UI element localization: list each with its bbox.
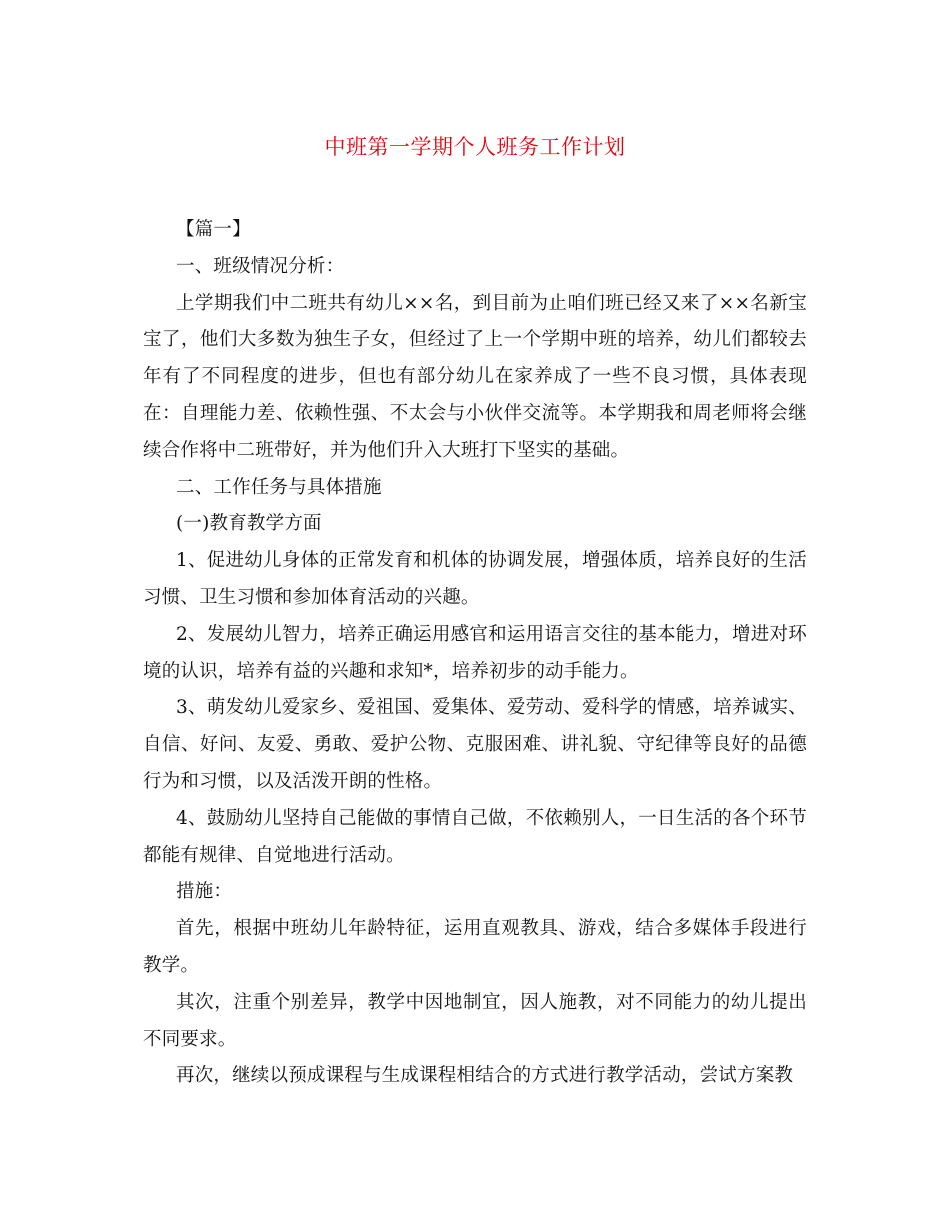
list-item-2: 2、发展幼儿智力，培养正确运用感官和运用语言交往的基本能力，增进对环境的认识，培养有益的兴趣和求知*，培养初步的动手能力。 xyxy=(143,623,807,682)
document-body xyxy=(143,212,807,1095)
list-item-4: 4、鼓励幼儿坚持自己能做的事情自己做，不依赖别人，一日生活的各个环节都能有规律、自觉地进行活动。 xyxy=(143,807,807,866)
heading-tasks-measures: 二、工作任务与具体措施 xyxy=(176,476,382,498)
measure-third: 再次，继续以预成课程与生成课程相结合的方式进行教学活动，尝试方案教 xyxy=(176,1065,794,1087)
list-item-1: 1、促进幼儿身体的正常发育和机体的协调发展，增强体质，培养良好的生活习惯、卫生习惯和参加体育活动的兴趣。 xyxy=(143,550,807,608)
measures-label: 措施： xyxy=(176,881,233,903)
document-title: 中班第一学期个人班务工作计划 xyxy=(324,135,626,159)
measure-first: 首先，根据中班幼儿年龄特征，运用直观教具、游戏，结合多媒体手段进行教学。 xyxy=(143,918,807,976)
heading-class-analysis: 一、班级情况分析： xyxy=(176,255,345,277)
paragraph-class-analysis: 上学期我们中二班共有幼儿××名，到目前为止咱们班已经又来了××名新宝宝了，他们大多数为独生子女，但经过了上一个学期中班的培养，幼儿们都较去年有了不同程度的进步，但也有部分幼儿在家养成了一些不良习惯，具体表现在：自理能力差、依赖性强、不太会与小伙伴交流等。本学期我和周老师将会继续合作将中二班带好，并为他们升入大班打下坚实的基础。 xyxy=(143,292,807,461)
measure-second: 其次，注重个别差异，教学中因地制宜，因人施教，对不同能力的幼儿提出不同要求。 xyxy=(143,991,807,1050)
section-label: 【篇一】 xyxy=(176,219,251,240)
subheading-teaching: (一)教育教学方面 xyxy=(176,513,322,535)
list-item-3: 3、萌发幼儿爱家乡、爱祖国、爱集体、爱劳动、爱科学的情感，培养诚实、自信、好问、友爱、勇敢、爱护公物、克服困难、讲礼貌、守纪律等良好的品德行为和习惯，以及活泼开朗的性格。 xyxy=(143,697,807,792)
